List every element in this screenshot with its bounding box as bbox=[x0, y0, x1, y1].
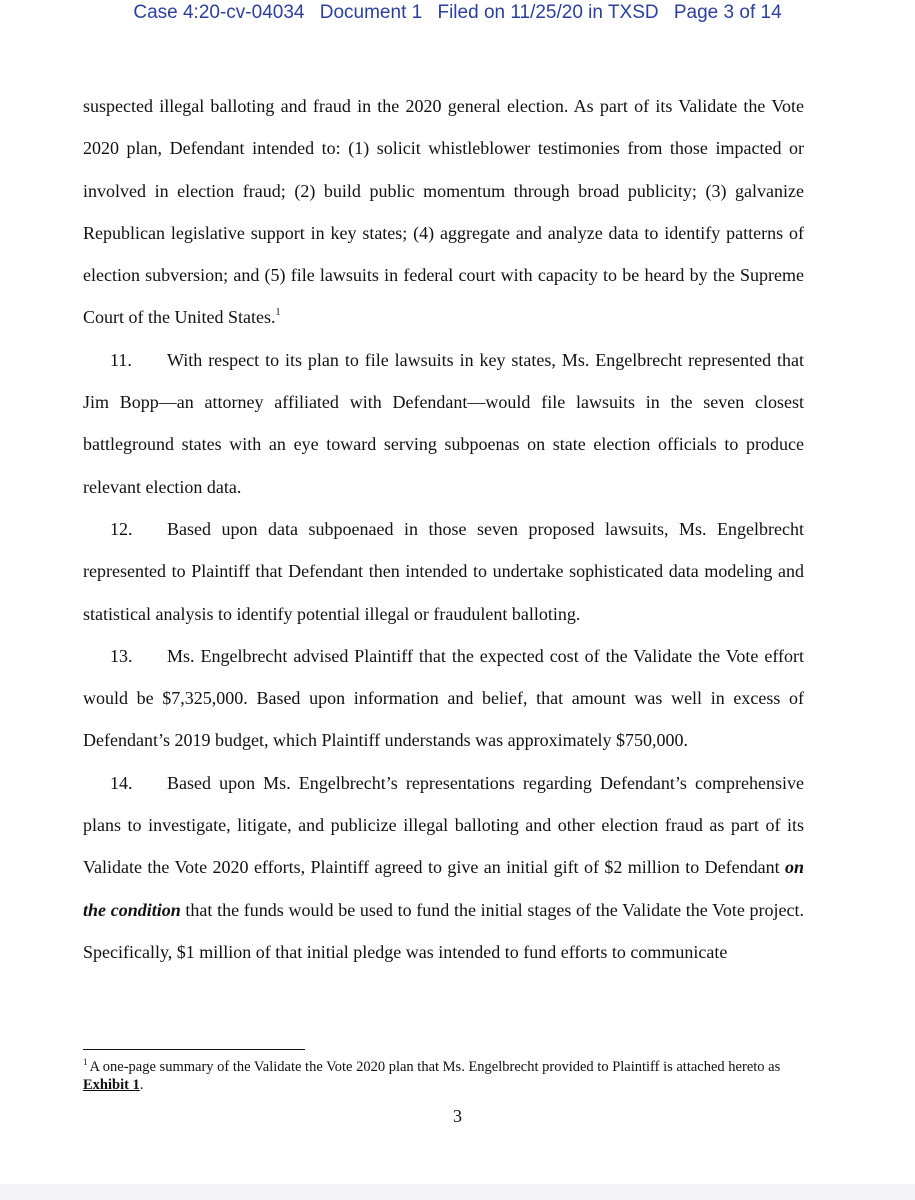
footnote-mark: 1 bbox=[83, 1057, 88, 1067]
paragraph-11 bbox=[83, 339, 804, 508]
paragraph-number: 14. bbox=[110, 772, 133, 793]
paragraph-number: 13. bbox=[110, 645, 133, 666]
paragraph-number: 11. bbox=[110, 349, 132, 370]
exhibit-link[interactable]: Exhibit 1 bbox=[83, 1077, 140, 1093]
footnote-end: . bbox=[139, 1077, 144, 1093]
document-number: Document 1 bbox=[319, 2, 423, 23]
paragraph-text: Based upon Ms. Engelbrecht’s representations regarding Defendant’s comprehensive plans to investigate, litigate, and publicize illegal balloting and other election fraud as part of its Validate the Vote 2020 efforts, Plaintiff agreed to give an initial gift of $2 million to Defendant bbox=[83, 772, 804, 878]
page-number: 3 bbox=[453, 1106, 462, 1126]
footnote-reference[interactable]: 1 bbox=[275, 307, 281, 319]
paragraph-12 bbox=[83, 508, 804, 635]
filed-date: Filed on 11/25/20 in TXSD bbox=[437, 2, 659, 23]
continuation-paragraph bbox=[83, 85, 804, 339]
paragraph-text-continued: that the funds would be used to fund the initial stages of the Validate the Vote project. Specifically, $1 million of that initial pledge was intended to fund efforts to communicate bbox=[83, 899, 805, 962]
document-body bbox=[83, 85, 804, 973]
emphasized-condition: on the condition bbox=[83, 857, 804, 920]
paragraph-number: 12. bbox=[110, 518, 133, 539]
footnote-divider bbox=[83, 1049, 305, 1050]
paragraph-14 bbox=[83, 762, 804, 973]
paragraph-text: Ms. Engelbrecht advised Plaintiff that the expected cost of the Validate the Vote effort would be $7,325,000. Based upon information and belief, that amount was well in excess of Defendant’s 2019 budget, which Plaintiff understands was approximately $750,000. bbox=[83, 645, 804, 751]
paragraph-text: Based upon data subpoenaed in those seven proposed lawsuits, Ms. Engelbrecht represented to Plaintiff that Defendant then intended to undertake sophisticated data modeling and statistical analysis to identify potential illegal or fraudulent balloting. bbox=[83, 518, 804, 624]
continuation-text: suspected illegal balloting and fraud in the 2020 general election. As part of its Validate the Vote 2020 plan, Defendant intended to: (1) solicit whistleblower testimonies from those impacted or involved in election fraud; (2) build public momentum through broad publicity; (3) galvanize Republican legislative support in key states; (4) aggregate and analyze data to identify patterns of election subversion; and (5) file lawsuits in federal court with capacity to be heard by the Supreme Court of the United States. bbox=[83, 96, 804, 328]
footnote bbox=[83, 1058, 804, 1094]
page-of-total: Page 3 of 14 bbox=[673, 2, 782, 23]
case-number: Case 4:20-cv-04034 bbox=[133, 2, 305, 23]
paragraph-13 bbox=[83, 635, 804, 762]
viewer-bottom-edge bbox=[0, 1184, 915, 1200]
ecf-header bbox=[0, 2, 915, 24]
paragraph-text: With respect to its plan to file lawsuits in key states, Ms. Engelbrecht represented that Jim Bopp—an attorney affiliated with Defendant—would file lawsuits in the seven closest battleground states with an eye toward serving subpoenas on state election officials to produce relevant election data. bbox=[83, 349, 804, 497]
footnote-text: A one-page summary of the Validate the Vote 2020 plan that Ms. Engelbrecht provided to Plaintiff is attached hereto as bbox=[89, 1059, 781, 1075]
